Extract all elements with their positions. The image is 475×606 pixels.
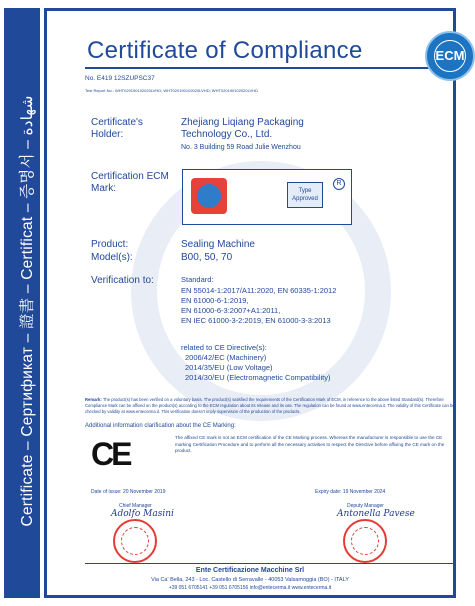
standard-line: EN 55014-1:2017/A11:2020, EN 60335-1:2012 (181, 286, 337, 295)
holder-name: Zhejiang Liqiang Packaging Technology Co., Ltd. (181, 117, 304, 140)
product-value: Sealing Machine (181, 239, 255, 250)
footer-organization: Ente Certificazione Macchine Srl (195, 567, 305, 574)
sidebar-text: Certificate – Сертификат – 證書 – Certificat – 증명서 – شهادة (19, 95, 36, 527)
directive-line: 2006/42/EC (Machinery) (185, 353, 267, 362)
logo-text: ECM (435, 48, 465, 63)
standard-line: EN 61000-6-1:2019, (181, 296, 249, 305)
title-divider (85, 67, 455, 69)
ecm-logo (425, 31, 475, 81)
certificate-number: No. E419 12SZUPSC37 (85, 75, 155, 82)
remark-text: The product(s) has been verified on a voluntary basis. The product(s) satisfied the requirements of the Certification Mark of ECM, in reference to the above listed Standard(s). Therefore Compliance Mark can be affixed on the product(s) according to the ECM regulation about its release and its use. The regulation can be found at www.entecerma.it. The validity of this Certificate can be checked by validity at www.entecerma.it. This verification doesn't imply supervision of the production of the products. (85, 397, 455, 414)
official-seal-left (113, 519, 157, 563)
registered-mark: R (333, 178, 345, 190)
models-value: B00, 50, 70 (181, 252, 233, 263)
models-label: Model(s): (91, 252, 133, 263)
holder-address: No. 3 Building 59 Road Julie Wenzhou (181, 144, 301, 151)
footer-address: Via Ca' Bella, 243 - Loc. Castello di Serravalle - 40053 Valsamoggia (BO) - ITALY (151, 577, 349, 583)
verification-label: Verification to: (91, 275, 154, 286)
deputy-manager-title: Deputy Manager (347, 503, 384, 509)
standard-line: EN IEC 61000-3-2:2019, EN 61000-3-3:2013 (181, 316, 331, 325)
issue-date: Date of issue: 20 November 2019 (91, 489, 166, 495)
type-approved-box: Type Approved (287, 182, 323, 208)
ce-explanation: The affixed CE mark is not an ECM certification of the CE Marking process. Whereas the manufacturer is responsible to use the CE marking Certification Procedure and to perform all the necessary activities to respect the Directive before affixing the CE mark on the product. (175, 435, 445, 453)
ecm-mark-logo (191, 178, 227, 214)
directives-title: related to CE Directive(s): (181, 343, 267, 352)
remark-lead: Remark: (85, 397, 102, 402)
remark-paragraph (85, 397, 459, 415)
deputy-manager-signature: Antonella Pavese (337, 509, 415, 519)
footer-contacts: +39 051 6705141 +39 051 6705156 info@entecerma.it www.entecerma.it (168, 585, 332, 591)
holder-label: Certificate's Holder: (91, 117, 143, 140)
language-sidebar (4, 8, 40, 598)
expiry-date: Expiry date: 19 November 2024 (315, 489, 386, 495)
ecm-mark-image (182, 169, 352, 225)
additional-info: Additional information clarification about the CE Marking: (85, 423, 236, 429)
certificate-title: Certificate of Compliance (87, 37, 363, 64)
certificate-frame (44, 8, 465, 598)
ce-mark-symbol: CE (91, 436, 130, 472)
mark-label: Certification ECM Mark: (91, 171, 169, 194)
directive-line: 2014/30/EU (Electromagnetic Compatibility) (185, 373, 331, 382)
product-label: Product: (91, 239, 129, 250)
directive-line: 2014/35/EU (Low Voltage) (185, 363, 273, 372)
footer-divider (85, 563, 455, 564)
official-seal-right (343, 519, 387, 563)
chief-manager-signature: Adolfo Masini (111, 509, 174, 519)
chief-manager-title: Chief Manager (119, 503, 152, 509)
test-report-number: Test Report No.: WHT020190102020LVHD; WHT020190102020LVHD; WHT020190102020LVHD (85, 88, 258, 93)
standard-line: EN 61000-6-3:2007+A1:2011, (181, 306, 281, 315)
standards-title: Standard: (181, 275, 214, 284)
